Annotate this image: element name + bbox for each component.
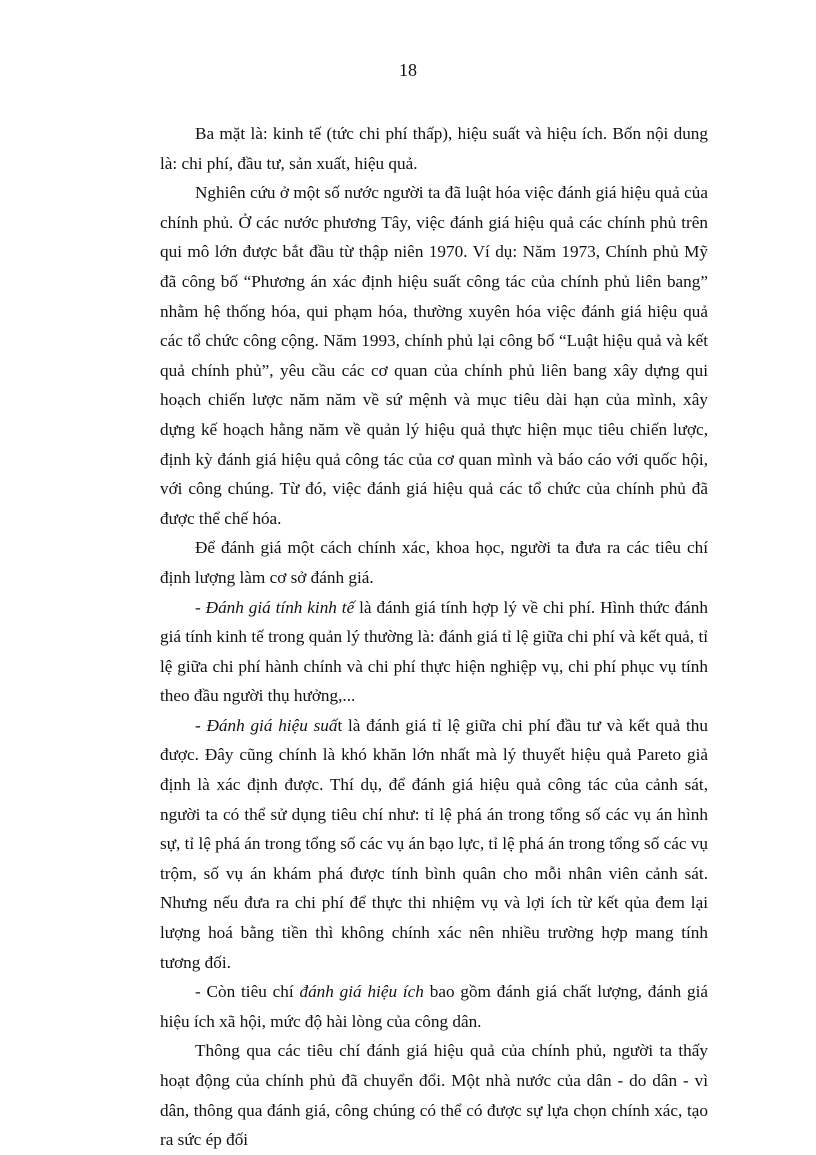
- paragraph: [160, 977, 708, 1036]
- paragraph: [160, 593, 708, 711]
- paragraph: [160, 1036, 708, 1154]
- text-run: t là đánh giá tỉ lệ giữa chi phí đầu tư và kết quả thu được. Đây cũng chính là khó khăn lớn nhất mà lý thuyết hiệu quả Pareto giả định là xác định được. Thí dụ, để đánh giá hiệu quả công tác của cảnh sát, người ta có thể sử dụng tiêu chí như: tỉ lệ phá án trong tổng số các vụ án hình sự, tỉ lệ phá án trong tổng số các vụ án bạo lực, tỉ lệ phá án trong tổng số các vụ trộm, số vụ án khám phá được tính bình quân cho mỗi nhân viên cảnh sát. Nhưng nếu đưa ra chi phí để thực thi nhiệm vụ và lợi ích từ kết qủa đem lại lượng hoá bằng tiền thì không chính xác nên nhiều trường hợp mang tính tương đối.: [160, 715, 708, 972]
- text-run: bao gồm đánh giá chất lượng, đánh giá hiệu ích xã hội, mức độ hài lòng của công dân.: [160, 982, 708, 1031]
- text-run: là đánh giá tính hợp lý về chi phí. Hình thức đánh giá tính kinh tế trong quản lý thường là: đánh giá tỉ lệ giữa chi phí và kết quả, tỉ lệ giữa chi phí hành chính và chi phí thực hiện nghiệp vụ, chi phí phục vụ tính theo đầu người thụ hưởng,...: [160, 597, 708, 706]
- text-run: Thông qua các tiêu chí đánh giá hiệu quả của chính phủ, người ta thấy hoạt động của chính phủ đã chuyển đổi. Một nhà nước của dân - do dân - vì dân, thông qua đánh giá, công chúng có thể có được sự lựa chọn chính xác, tạo ra sức ép đối: [160, 1041, 708, 1150]
- body-text: [160, 119, 708, 1155]
- text-run: - Còn tiêu chí: [195, 982, 300, 1002]
- paragraph: [160, 119, 708, 178]
- text-run: Để đánh giá một cách chính xác, khoa học, người ta đưa ra các tiêu chí định lượng làm cơ sở đánh giá.: [160, 538, 708, 587]
- italic-term: đánh giá hiệu ích: [299, 982, 424, 1002]
- text-run: -: [195, 715, 207, 735]
- page-number: 18: [399, 60, 417, 80]
- paragraph: [160, 178, 708, 533]
- paragraph: [160, 533, 708, 592]
- text-run: Ba mặt là: kinh tế (tức chi phí thấp), hiệu suất và hiệu ích. Bốn nội dung là: chi phí, đầu tư, sản xuất, hiệu quả.: [160, 124, 708, 173]
- italic-term: Đánh giá hiệu suấ: [206, 715, 338, 735]
- text-run: -: [195, 597, 206, 617]
- paragraph: [160, 711, 708, 977]
- text-run: Nghiên cứu ở một số nước người ta đã luật hóa việc đánh giá hiệu quả của chính phủ. Ở các nước phương Tây, việc đánh giá hiệu quả các chính phủ trên qui mô lớn được bắt đầu từ thập niên 1970. Ví dụ: Năm 1973, Chính phủ Mỹ đã công bố “Phương án xác định hiệu suất công tác của chính phủ liên bang” nhằm hệ thống hóa, qui phạm hóa, thường xuyên hóa việc đánh giá hiệu quả các tổ chức công cộng. Năm 1993, chính phủ lại công bố “Luật hiệu quả và kết quả chính phủ”, yêu cầu các cơ quan của chính phủ liên bang xây dựng qui hoạch chiến lược năm năm về sứ mệnh và mục tiêu dài hạn của mình, xây dựng kế hoạch hằng năm về quản lý hiệu quả thực hiện mục tiêu chiến lược, định kỳ đánh giá hiệu quả công tác của cơ quan mình và báo cáo với quốc hội, với công chúng. Từ đó, việc đánh giá hiệu quả các tổ chức của chính phủ đã được thể chế hóa.: [160, 183, 708, 528]
- italic-term: Đánh giá tính kinh tế: [205, 597, 355, 617]
